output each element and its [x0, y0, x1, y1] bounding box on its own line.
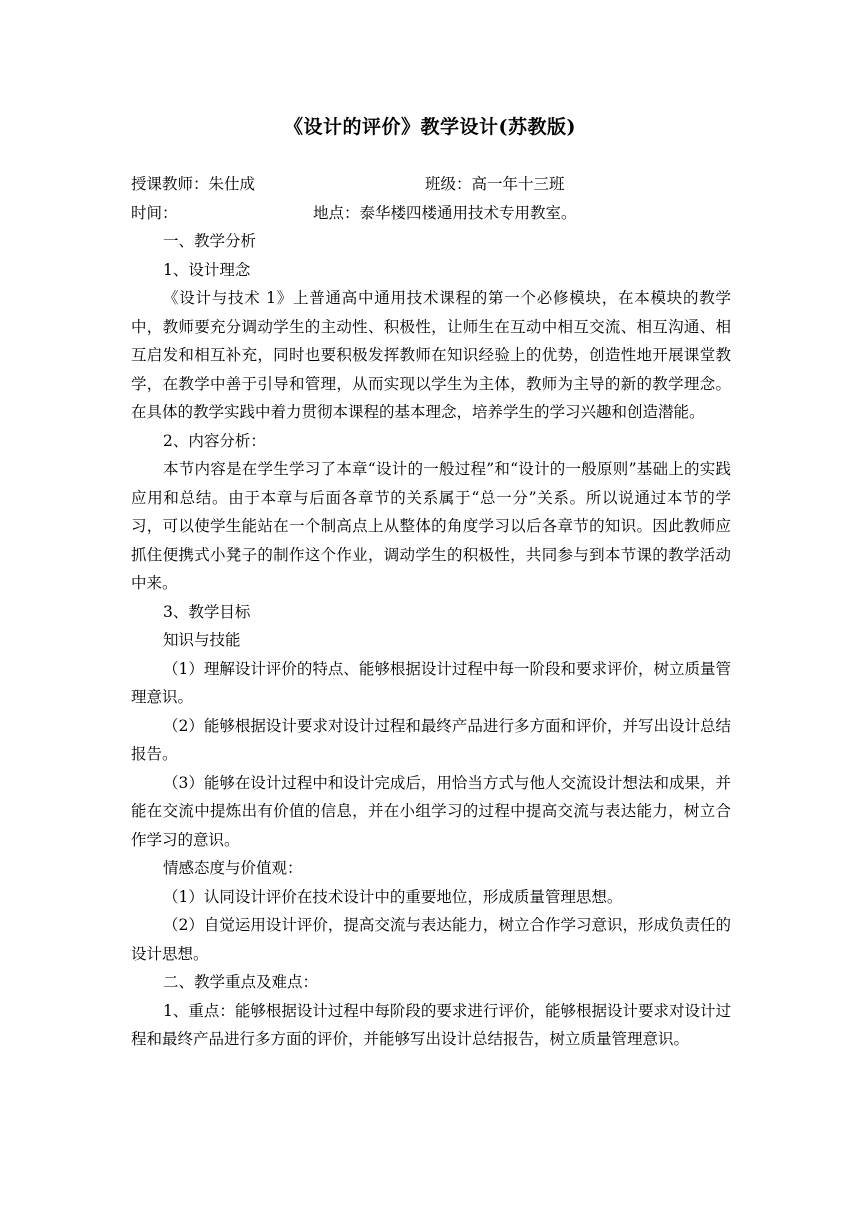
objective-item: （2）能够根据设计要求对设计过程和最终产品进行多方面和评价，并写出设计总结报告。	[131, 716, 731, 763]
objective-heading: 知识与技能	[163, 631, 241, 649]
time-label: 时间：	[131, 203, 178, 222]
document-title: 《设计的评价》教学设计(苏教版)	[284, 116, 576, 138]
section-heading: 二、教学重点及难点：	[163, 973, 319, 991]
objective-heading: 情感态度与价值观：	[163, 859, 303, 877]
class-label: 班级：高一年十三班	[425, 175, 565, 193]
objective-item: （1）理解设计评价的特点、能够根据设计过程中每一阶段和要求评价，树立质量管理意识。	[131, 659, 731, 706]
paragraph: 《设计与技术 1》上普通高中通用技术课程的第一个必修模块，在本模块的教学中，教师要充分调动学生的主动性、积极性，让师生在互动中相互交流、相互沟通、相互启发和相互补充，同时也要积极发挥教师在知识经验上的优势，创造性地开展课堂教学，在教学中善于引导和管理，从而实现以学生为主体，教师为主导的新的教学理念。在具体的教学实践中着力贯彻本课程的基本理念，培养学生的学习兴趣和创造潜能。	[131, 289, 731, 421]
subsection-heading: 1、设计理念	[163, 260, 251, 279]
document-body	[131, 170, 731, 1054]
paragraph: 1、重点：能够根据设计过程中每阶段的要求进行评价，能够根据设计要求对设计过程和最终产品进行多方面的评价，并能够写出设计总结报告，树立质量管理意识。	[131, 1001, 731, 1048]
subsection-heading: 2、内容分析：	[163, 431, 266, 450]
objective-item: （2）自觉运用设计评价，提高交流与表达能力，树立合作学习意识，形成负责任的设计思想。	[131, 916, 731, 963]
objective-item: （3）能够在设计过程中和设计完成后，用恰当方式与他人交流设计想法和成果，并能在交流中提炼出有价值的信息，并在小组学习的过程中提高交流与表达能力，树立合作学习的意识。	[131, 773, 731, 849]
subsection-heading: 3、教学目标	[163, 602, 251, 621]
paragraph: 本节内容是在学生学习了本章“设计的一般过程”和“设计的一般原则”基础上的实践应用和总结。由于本章与后面各章节的关系属于“总一分”关系。所以说通过本节的学习，可以使学生能站在一个制高点上从整体的角度学习以后各章节的知识。因此教师应抓住便携式小凳子的制作这个作业，调动学生的积极性，共同参与到本节课的教学活动中来。	[131, 460, 731, 592]
section-heading: 一、教学分析	[163, 232, 257, 250]
header-row-1	[131, 170, 731, 199]
objective-item: （1）认同设计评价在技术设计中的重要地位，形成质量管理思想。	[163, 887, 623, 906]
teacher-label: 授课教师：朱仕成	[131, 175, 256, 193]
header-row-2	[131, 199, 731, 228]
location-label: 地点：泰华楼四楼通用技术专用教室。	[313, 203, 577, 222]
